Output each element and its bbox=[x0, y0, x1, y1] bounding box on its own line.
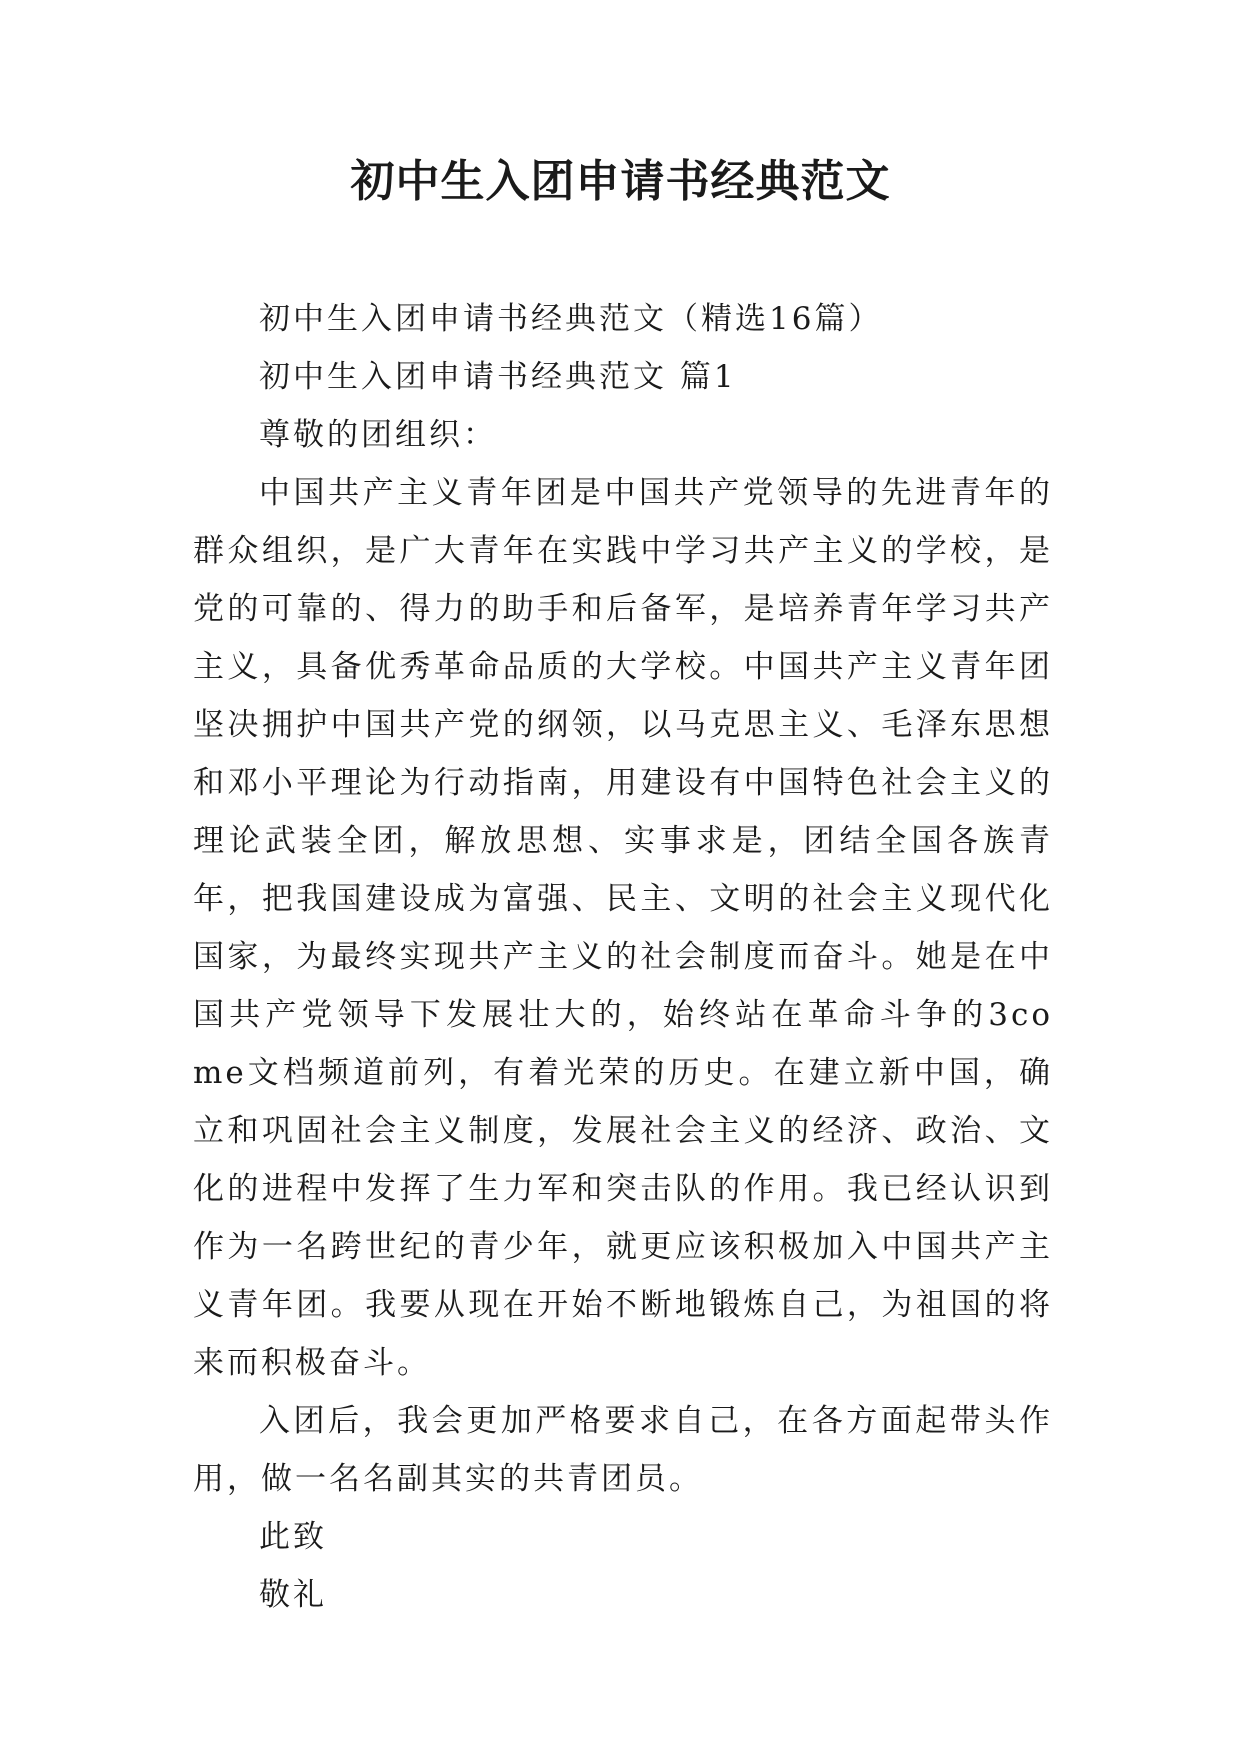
section-heading: 初中生入团申请书经典范文 篇1 bbox=[259, 359, 737, 395]
document-title: 初中生入团申请书经典范文 bbox=[350, 156, 891, 207]
closing-line: 敬礼 bbox=[259, 1577, 327, 1613]
closing-line: 此致 bbox=[259, 1519, 327, 1555]
salutation: 尊敬的团组织： bbox=[259, 417, 497, 453]
document-body bbox=[193, 290, 1053, 1624]
body-paragraph: 中国共产主义青年团是中国共产党领导的先进青年的群众组织，是广大青年在实践中学习共产主义的学校，是党的可靠的、得力的助手和后备军，是培养青年学习共产主义，具备优秀革命品质的大学校。中国共产主义青年团坚决拥护中国共产党的纲领，以马克思主义、毛泽东思想和邓小平理论为行动指南，用建设有中国特色社会主义的理论武装全团，解放思想、实事求是，团结全国各族青年，把我国建设成为富强、民主、文明的社会主义现代化国家，为最终实现共产主义的社会制度而奋斗。她是在中国共产党领导下发展壮大的，始终站在革命斗争的3co me文档频道前列，有着光荣的历史。在建立新中国，确立和巩固社会主义制度，发展社会主义的经济、政治、文化的进程中发挥了生力军和突击队的作用。我已经认识到作为一名跨世纪的青少年，就更应该积极加入中国共产主义青年团。我要从现在开始不断地锻炼自己，为祖国的将来而积极奋斗。 bbox=[193, 475, 1053, 1381]
document-subtitle: 初中生入团申请书经典范文（精选16篇） bbox=[259, 301, 883, 337]
body-paragraph: 入团后，我会更加严格要求自己，在各方面起带头作用，做一名名副其实的共青团员。 bbox=[193, 1403, 1053, 1497]
